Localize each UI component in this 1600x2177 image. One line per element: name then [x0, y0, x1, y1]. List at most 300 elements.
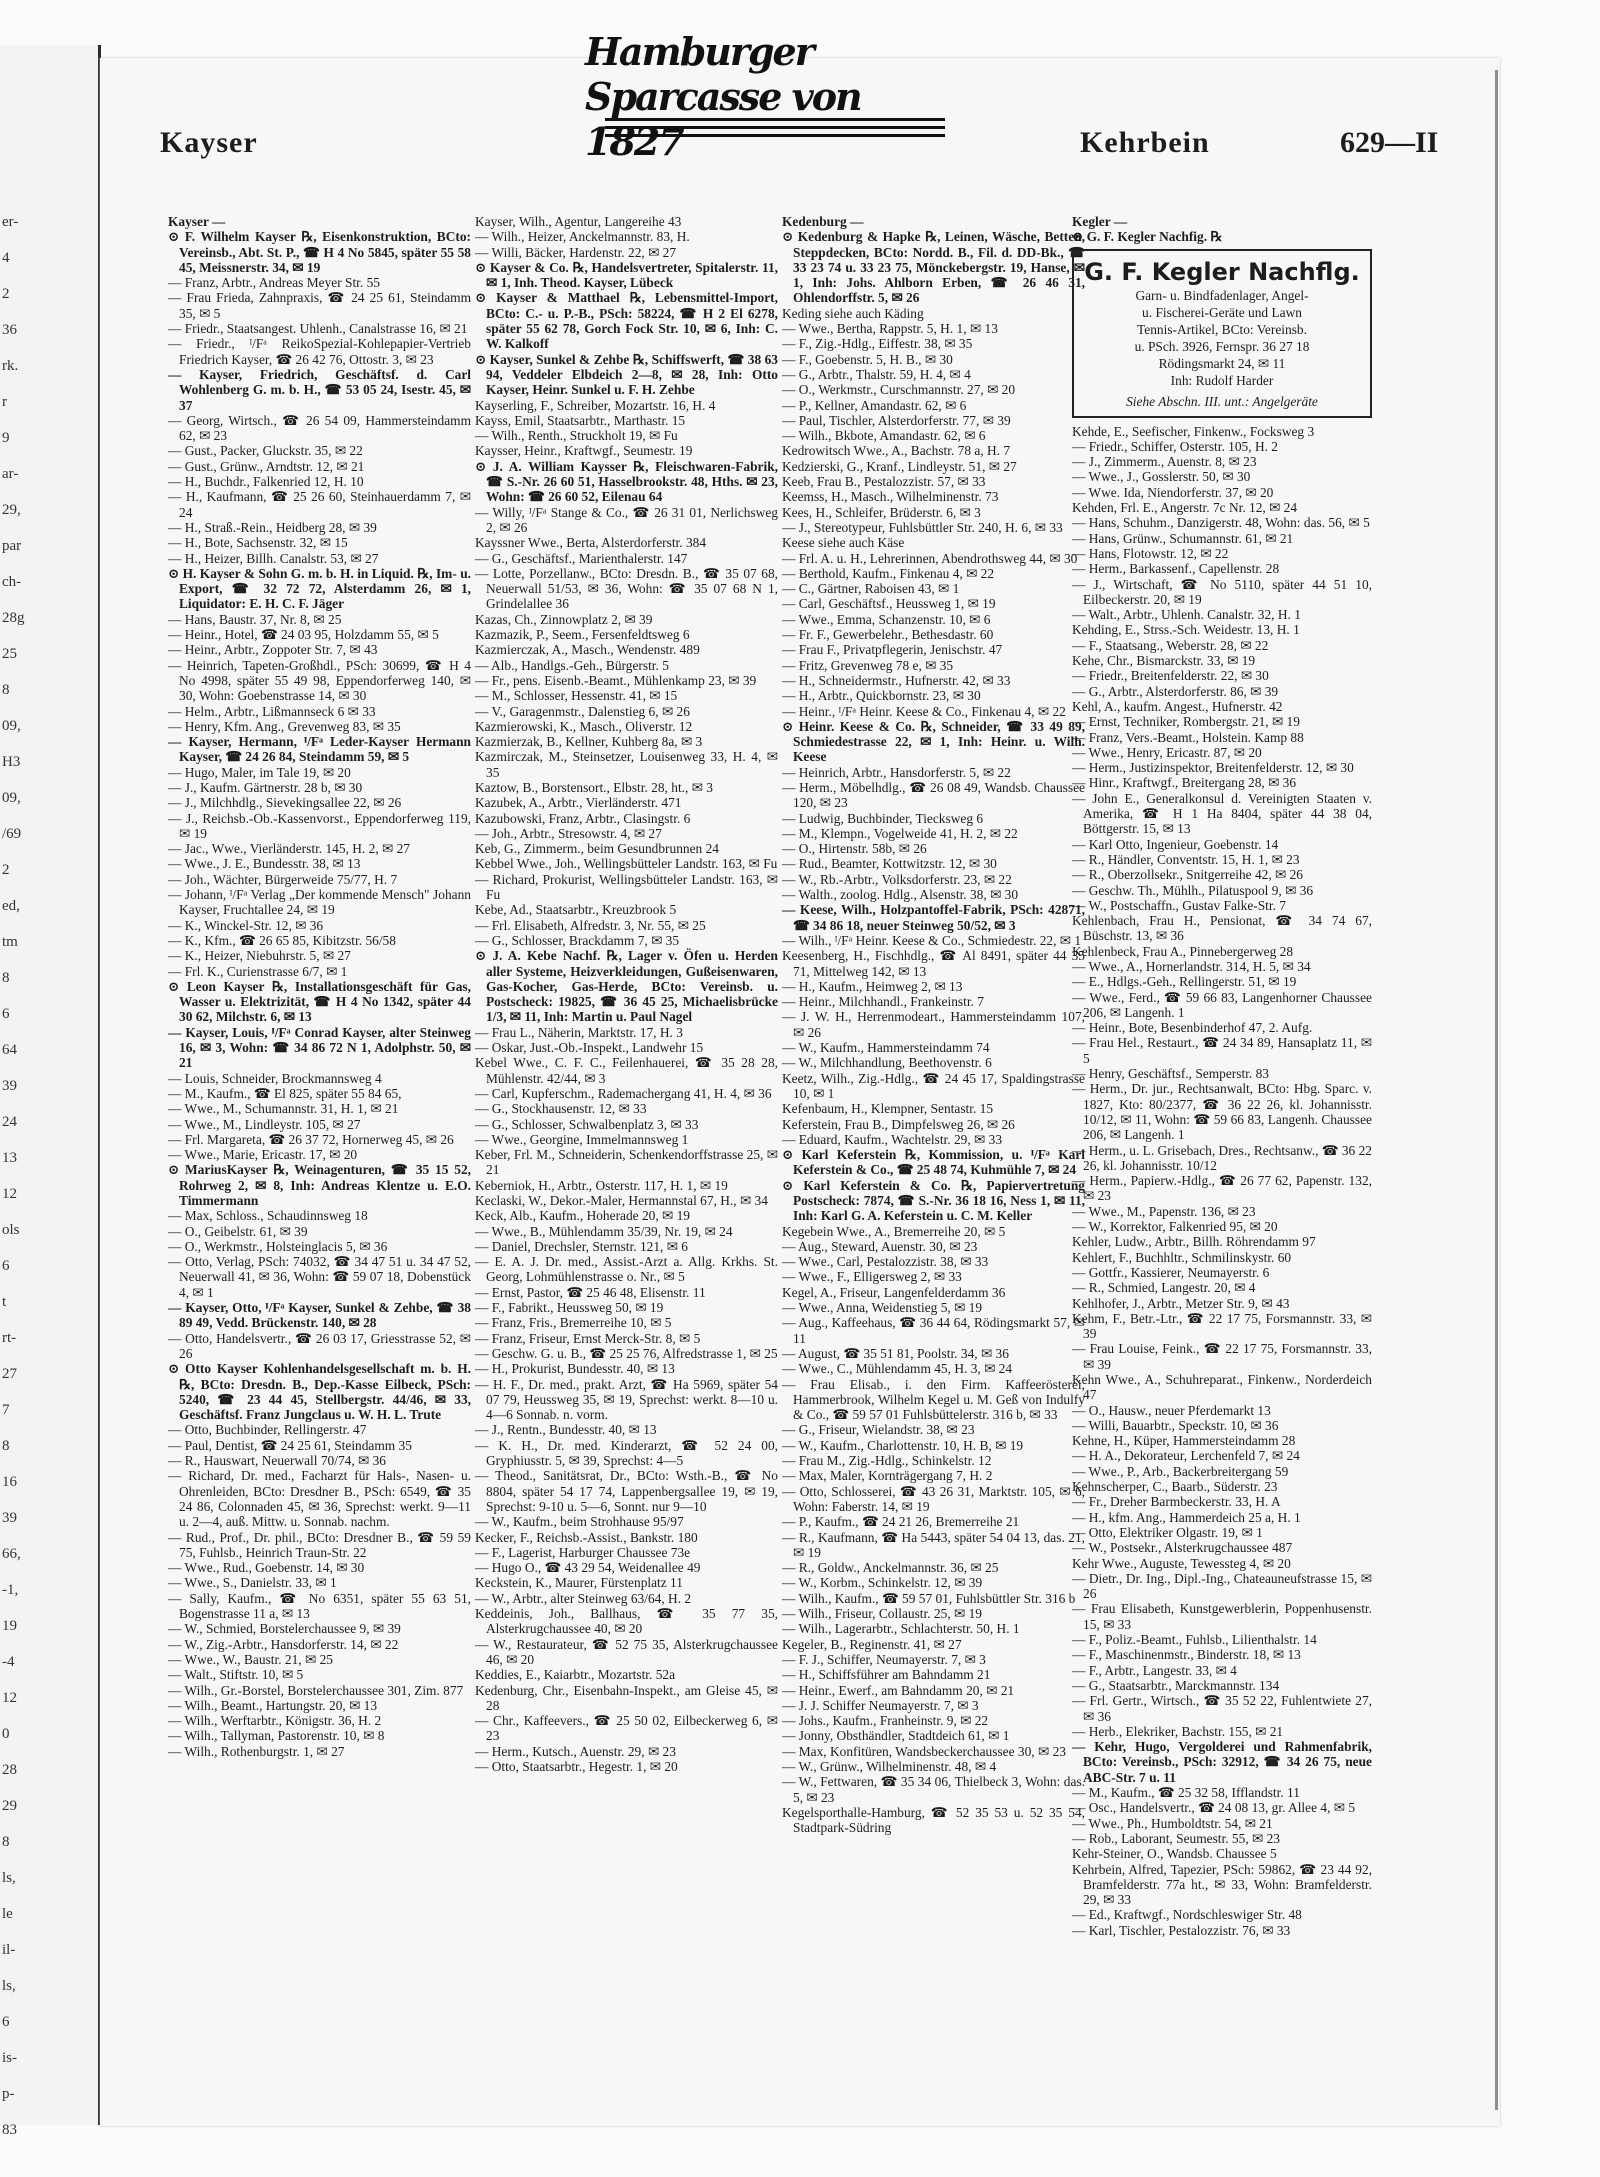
directory-entry: — Wilh., Tallyman, Pastorenstr. 10, ✉ 8	[168, 1728, 385, 1744]
directory-entry: — Frl. K., Curienstrasse 6/7, ✉ 1	[168, 963, 348, 979]
directory-entry: — Kayser, Friedrich, Geschäftsf. d. Carl Wohlenberg G. m. b. H., ☎ 53 05 24, Isestr. 45, ✉ 37	[168, 366, 471, 413]
directory-entry: — W., Rb.-Arbtr., Volksdorferstr. 23, ✉ 22	[782, 871, 1012, 887]
directory-entry: — Friedr., ᴵ/Fᵃ ReikoSpezial-Kohlepapier-Vertrieb Friedrich Kayser, ☎ 26 42 76, Ottostr. 3, ✉ 23	[168, 336, 471, 367]
prev-page-fragment: 12	[2, 1186, 17, 1202]
directory-entry: — K., Winckel-Str. 12, ✉ 36	[168, 917, 324, 933]
prev-page-fragment: p-	[2, 2086, 15, 2102]
directory-entry: — F., Zig.-Hdlg., Eiffestr. 38, ✉ 35	[782, 336, 973, 352]
directory-entry: — W., Schmied, Borstelerchaussee 9, ✉ 39	[168, 1621, 401, 1637]
directory-entry: Kegeler, B., Reginenstr. 41, ✉ 27	[782, 1636, 962, 1652]
directory-entry: — G., Stockhausenstr. 12, ✉ 33	[475, 1101, 647, 1117]
directory-entry: Kebbel Wwe., Joh., Wellingsbütteler Landstr. 163, ✉ Fu	[475, 856, 778, 872]
directory-entry: ⊙ J. A. Kebe Nachf. ℞, Lager v. Öfen u. Herden aller Systeme, Heizverkleidungen, Gußeisenwaren, Gas-Kocher, Gas-Herde, BCto: Vereinsb. u. Postscheck: 19825, ☎ 36 45 25, Michaelisbrücke 1/3, ✉ 11, Inh: Martin u. Paul Nagel	[475, 948, 778, 1025]
directory-entry: — J., Rentn., Bundesstr. 40, ✉ 13	[475, 1422, 657, 1438]
directory-entry: — G., Staatsarbtr., Marckmannstr. 134	[1072, 1677, 1280, 1693]
directory-entry: Keb, G., Zimmerm., beim Gesundbrunnen 24	[475, 841, 719, 857]
directory-entry: Keese siehe auch Käse	[782, 535, 905, 551]
directory-entry: — Ludwig, Buchbinder, Tiecksweg 6	[782, 810, 984, 826]
directory-entry: — Gottfr., Kassierer, Neumayerstr. 6	[1072, 1264, 1270, 1280]
directory-entry: — Frau Elisabeth, Kunstgewerblerin, Poppenhusenstr. 15, ✉ 33	[1072, 1601, 1372, 1632]
advertisement-line: Garn- u. Bindfadenlager, Angel-	[1135, 287, 1309, 303]
directory-entry: — J. W. H., Herrenmodeart., Hammersteindamm 107, ✉ 26	[782, 1009, 1085, 1040]
directory-entry: — Frl. Elisabeth, Alfredstr. 3, Nr. 55, ✉ 25	[475, 917, 706, 933]
directory-entry: — Rud., Beamter, Kottwitzstr. 12, ✉ 30	[782, 856, 997, 872]
directory-entry: — Hugo O., ☎ 43 29 54, Weidenallee 49	[475, 1560, 701, 1576]
directory-entry: — Geschw. Th., Mühlh., Pilatuspool 9, ✉ 36	[1072, 882, 1314, 898]
directory-entry: — Heinrich, Arbtr., Hansdorferstr. 5, ✉ 22	[782, 764, 1011, 780]
directory-entry: — H., Arbtr., Quickbornstr. 23, ✉ 30	[782, 688, 981, 704]
directory-entry: — Karl Otto, Ingenieur, Goebenstr. 14	[1072, 836, 1279, 852]
prev-page-fragment: 12	[2, 1690, 17, 1706]
directory-entry: Kayss, Emil, Staatsarbtr., Marthastr. 15	[475, 412, 686, 428]
directory-entry: — Ernst, Techniker, Rombergstr. 21, ✉ 19	[1072, 714, 1300, 730]
prev-page-fragment: 13	[2, 1150, 17, 1166]
directory-entry: — R., Oberzollsekr., Snitgerreihe 42, ✉ 26	[1072, 867, 1304, 883]
directory-entry: — Alb., Handlgs.-Geh., Bürgerstr. 5	[475, 657, 669, 673]
directory-entry: — Otto, Staatsarbtr., Hegestr. 1, ✉ 20	[475, 1758, 678, 1774]
directory-entry: — G., Arbtr., Thalstr. 59, H. 4, ✉ 4	[782, 366, 971, 382]
directory-entry: — Franz, Vers.-Beamt., Holstein. Kamp 88	[1072, 729, 1304, 745]
directory-entry: Kehr-Steiner, O., Wandsb. Chaussee 5	[1072, 1846, 1277, 1862]
prev-page-fragment: is-	[2, 2050, 17, 2066]
directory-entry: — Willi, Bauarbtr., Speckstr. 10, ✉ 36	[1072, 1417, 1279, 1433]
directory-entry: — M., Kaufm., ☎ El 825, später 55 84 65,	[168, 1085, 402, 1101]
directory-entry: Keddies, E., Kaiarbtr., Mozartstr. 52a	[475, 1667, 676, 1683]
directory-entry: — Frau M., Zig.-Hdlg., Schinkelstr. 12	[782, 1453, 992, 1469]
directory-entry: — Berthold, Kaufm., Finkenau 4, ✉ 22	[782, 565, 995, 581]
prev-page-fragment: 2	[2, 286, 10, 302]
directory-entry: — Dietr., Dr. Ing., Dipl.-Ing., Chateauneufstrasse 15, ✉ 26	[1072, 1570, 1372, 1602]
prev-page-fragment: 29,	[2, 502, 21, 518]
directory-entry: Kazmazik, P., Seem., Fersenfeldtsweg 6	[475, 627, 690, 643]
directory-entry: — Heinr., Bote, Besenbinderhof 47, 2. Aufg.	[1072, 1020, 1313, 1036]
directory-entry: — O., Geibelstr. 61, ✉ 39	[168, 1223, 308, 1239]
directory-entry: Kehne, H., Küper, Hammersteindamm 28	[1072, 1433, 1296, 1449]
directory-entry: — H., Prokurist, Bundesstr. 40, ✉ 13	[475, 1361, 675, 1377]
prev-page-fragment: 64	[2, 1042, 17, 1058]
directory-entry: ⊙ Otto Kayser Kohlenhandelsgesellschaft m. b. H. ℞, BCto: Dresdn. B., Dep.-Kasse Eilbeck, PSch: 5240, ☎ 23 44 45, Stellbergstr. 44/46, ✉ 33, Geschäftsf. Franz Jungclaus u. W. H. L. Trute	[168, 1361, 471, 1423]
directory-entry: — Otto, Elektriker Olgastr. 19, ✉ 1	[1072, 1524, 1263, 1540]
prev-page-fragment: 39	[2, 1510, 17, 1526]
prev-page-fragment: -4	[2, 1654, 15, 1670]
directory-entry: — Karl, Tischler, Pestalozzistr. 76, ✉ 33	[1072, 1922, 1291, 1938]
directory-entry: — Frau Elisab., i. den Firm. Kaffeerösterei, Hammerbrook, Wilhelm Kegel u. M. Geß von Indulfy & Co., ☎ 59 57 01 Fuhlsbüttelerstr. 316 b, ✉ 33	[782, 1376, 1085, 1423]
directory-entry: ⊙ H. Kayser & Sohn G. m. b. H. in Liquid. ℞, Im- u. Export, ☎ 32 72 72, Alsterdamm 26, ✉ 1, Liquidator: E. H. C. F. Jäger	[168, 565, 471, 612]
directory-entry: — Wwe., B., Mühlendamm 35/39, Nr. 19, ✉ 24	[475, 1223, 733, 1239]
directory-entry: — Kayser, Otto, ᴵ/Fᵃ Kayser, Sunkel & Zehbe, ☎ 38 89 49, Vedd. Brückenstr. 140, ✉ 28	[168, 1300, 471, 1331]
prev-page-fragment: 0	[2, 1726, 10, 1742]
page-edge-rule	[1495, 70, 1498, 2110]
directory-entry: — Friedr., Breitenfelderstr. 22, ✉ 30	[1072, 668, 1269, 684]
prev-page-fragment: par	[2, 538, 22, 554]
directory-entry: — J. J. Schiffer Neumayerstr. 7, ✉ 3	[782, 1697, 979, 1713]
directory-entry: — Wwe., M., Papenstr. 136, ✉ 23	[1072, 1203, 1256, 1219]
directory-entry: — Fr., pens. Eisenb.-Beamt., Mühlenkamp 23, ✉ 39	[475, 672, 757, 688]
directory-entry: — Rud., Prof., Dr. phil., BCto: Dresdner B., ☎ 59 59 75, Fuhlsb., Heinrich Traun-Str. 22	[168, 1529, 471, 1560]
prev-page-fragment: /69	[2, 826, 22, 842]
directory-entry: — K. H., Dr. med. Kinderarzt, ☎ 52 24 00, Gryphiusstr. 5, ✉ 39, Sprechst: 4—5	[475, 1437, 778, 1469]
directory-entry: — Osc., Handelsvertr., ☎ 24 08 13, gr. Allee 4, ✉ 5	[1072, 1800, 1356, 1816]
directory-entry: — F., Arbtr., Langestr. 33, ✉ 4	[1072, 1662, 1237, 1678]
directory-entry: — Wwe., M., Lindleystr. 105, ✉ 27	[168, 1116, 361, 1132]
directory-entry: — Wwe., J. E., Bundesstr. 38, ✉ 13	[168, 856, 361, 872]
prev-page-fragment: 28g	[2, 610, 25, 626]
advertisement-line: Tennis-Artikel, BCto: Vereinsb.	[1137, 321, 1307, 337]
directory-entry: — Lotte, Porzellanw., BCto: Dresdn. B., ☎ 35 07 68, Neuerwall 51/53, ✉ 36, Wohn: ☎ 35 07 68 N 1, Grindelallee 36	[475, 565, 778, 612]
directory-entry: — Helm., Arbtr., Lißmannseck 6 ✉ 33	[168, 703, 376, 719]
prev-page-fragment: 16	[2, 1474, 17, 1490]
directory-entry: — W., Postsekr., Alsterkrugchaussee 487	[1072, 1540, 1293, 1556]
directory-entry: — G., Friseur, Wielandstr. 38, ✉ 23	[782, 1422, 975, 1438]
directory-entry: Kedzierski, G., Kranf., Lindleystr. 51, ✉ 27	[782, 458, 1017, 474]
directory-entry: — Herm., Dr. jur., Rechtsanwalt, BCto: Hbg. Sparc. v. 1827, Kto: 80/2377, ☎ 36 22 26, kl. Johannisstr. 10/12, ✉ 11, Wohn: ☎ 59 66 83, Langenh. Chaussee 206, ✉ Langenh. 1	[1072, 1081, 1372, 1143]
prev-page-fragment: 6	[2, 1006, 10, 1022]
directory-entry: — Paul, Dentist, ☎ 24 25 61, Steindamm 35	[168, 1437, 412, 1453]
directory-entry: — K., Heizer, Niebuhrstr. 5, ✉ 27	[168, 948, 351, 964]
directory-entry: — Geschw. G. u. B., ☎ 25 25 76, Alfredstrasse 1, ✉ 25	[475, 1345, 778, 1361]
directory-entry: — Otto, Buchbinder, Rellingerstr. 47	[168, 1422, 367, 1438]
directory-entry: Keclaski, W., Dekor.-Maler, Hermannstal 67, H., ✉ 34	[475, 1193, 768, 1208]
directory-entry: Kazas, Ch., Zinnowplatz 2, ✉ 39	[475, 611, 653, 627]
prev-page-fragment: 09,	[2, 718, 21, 734]
advertisement-line: u. PSch. 3926, Fernspr. 36 27 18	[1134, 338, 1310, 354]
directory-entry: — Jonny, Obsthändler, Stadtdeich 61, ✉ 1	[782, 1728, 1010, 1744]
directory-entry: — Gust., Grünw., Arndtstr. 12, ✉ 21	[168, 458, 365, 474]
directory-entry: Kehden, Frl. E., Angerstr. 7c Nr. 12, ✉ 24	[1072, 500, 1298, 516]
directory-entry: — H. F., Dr. med., prakt. Arzt, ☎ Ha 5969, später 54 07 79, Heussweg 35, ✉ 19, Sprechst: werkt. 8—10 u. 4—6 Sonnab. n. vorm.	[475, 1376, 778, 1423]
directory-entry: — Wilh., Kaufm., ☎ 59 57 01, Fuhlsbüttler Str. 316 b	[782, 1590, 1076, 1606]
directory-entry: — Oskar, Just.-Ob.-Inspekt., Landwehr 15	[475, 1040, 704, 1056]
directory-entry: — F., Poliz.-Beamt., Fuhlsb., Lilienthalstr. 14	[1072, 1632, 1317, 1648]
directory-entry: — Hans, Schuhm., Danzigerstr. 48, Wohn: das. 56, ✉ 5	[1072, 515, 1370, 531]
directory-entry: — Wilh., Renth., Struckholt 19, ✉ Fu	[475, 428, 678, 444]
directory-entry: — Heinr., Milchhandl., Frankeinstr. 7	[782, 994, 984, 1010]
advertisement-line: Inh: Rudolf Harder	[1170, 372, 1274, 388]
directory-entry: — Chr., Kaffeevers., ☎ 25 50 02, Eilbeckerweg 6, ✉ 23	[475, 1713, 778, 1744]
directory-entry: — Wwe., F., Elligersweg 2, ✉ 33	[782, 1269, 962, 1285]
prev-page-fragment: le	[2, 1906, 13, 1922]
directory-entry: Kebe, Ad., Staatsarbtr., Kreuzbrook 5	[475, 902, 677, 918]
directory-entry: ⊙ MariusKayser ℞, Weinagenturen, ☎ 35 15 52, Rohrweg 2, ✉ 8, Inh: Andreas Klentze u. E.O. Timmermann	[168, 1162, 471, 1208]
directory-entry: — Walt., Stiftstr. 10, ✉ 5	[168, 1667, 304, 1683]
directory-entry: — Frau L., Näherin, Marktstr. 17, H. 3	[475, 1024, 683, 1040]
advertisement-title: G. F. Kegler Nachflg.	[1084, 257, 1360, 286]
directory-entry: — G., Geschäftsf., Marienthalerstr. 147	[475, 550, 688, 566]
prev-page-fragment: ls,	[2, 1870, 16, 1886]
directory-entry: Kehlenbach, Frau H., Pensionat, ☎ 34 74 67, Büschstr. 13, ✉ 36	[1072, 913, 1372, 944]
directory-entry: Keeb, Frau B., Pestalozzistr. 57, ✉ 33	[782, 474, 986, 490]
directory-entry: — H., Kaufm., Heimweg 2, ✉ 13	[782, 978, 963, 994]
directory-entry: Keck, Alb., Kaufm., Hoherade 20, ✉ 19	[475, 1208, 691, 1224]
directory-entry: — Henry, Kfm. Ang., Grevenweg 83, ✉ 35	[168, 718, 401, 734]
prev-page-fragment: rt-	[2, 1330, 17, 1346]
prev-page-fragment: 36	[2, 322, 17, 338]
directory-entry: — F. J., Schiffer, Neumayerstr. 7, ✉ 3	[782, 1651, 986, 1667]
directory-entry: — Johann, ᴵ/Fᵃ Verlag „Der kommende Mensch" Johann Kayser, Fruchtallee 24, ✉ 19	[168, 887, 471, 918]
directory-entry: — W., Zig.-Arbtr., Hansdorferstr. 14, ✉ 22	[168, 1636, 399, 1652]
directory-entry: — Joh., Arbtr., Stresowstr. 4, ✉ 27	[475, 825, 662, 841]
prev-page-fragment: 25	[2, 646, 17, 662]
directory-entry: Kayserling, F., Schreiber, Mozartstr. 16, H. 4	[475, 397, 716, 413]
directory-entry: — F., Goebenstr. 5, H. B., ✉ 30	[782, 351, 953, 367]
directory-entry: Kazmierczak, A., Masch., Wendenstr. 489	[475, 642, 700, 658]
directory-entry: — Max, Maler, Kornträgergang 7, H. 2	[782, 1468, 993, 1484]
directory-entry: — Heinrich, Tapeten-Großhdl., PSch: 30699, ☎ H 4 No 4998, später 55 49 98, Eppendorferweg 140, ✉ 30, Wohn: Goebenstrasse 14, ✉ 30	[168, 657, 471, 704]
directory-entry: — W., Kaufm., Hammersteindamm 74	[782, 1040, 990, 1056]
directory-entry: — Friedr., Schiffer, Osterstr. 105, H. 2	[1072, 438, 1279, 454]
column-continuation-title: Kegler —	[1072, 214, 1128, 229]
directory-entry: — Hans, Grünw., Schumannstr. 61, ✉ 21	[1072, 530, 1294, 546]
directory-entry: — Heinr., Ewerf., am Bahndamm 20, ✉ 21	[782, 1682, 1015, 1698]
directory-entry: — August, ☎ 35 51 81, Poolstr. 34, ✉ 36	[782, 1345, 1009, 1361]
prev-page-fragment: 4	[2, 250, 10, 266]
directory-entry: — Gust., Packer, Gluckstr. 35, ✉ 22	[168, 443, 363, 459]
advertisement-line: u. Fischerei-Geräte und Lawn	[1142, 304, 1302, 320]
directory-entry: — O., Hirtenstr. 58b, ✉ 26	[782, 841, 927, 857]
directory-entry: — O., Werkmstr., Holsteinglacis 5, ✉ 36	[168, 1238, 388, 1254]
directory-entry: — Louis, Schneider, Brockmannsweg 4	[168, 1070, 382, 1086]
prev-page-fragment: 8	[2, 682, 10, 698]
prev-page-fragment: 8	[2, 1438, 10, 1454]
directory-entry: Kaysser, Heinr., Kraftwgf., Seumestr. 19	[475, 443, 693, 459]
directory-entry: — J., Stereotypeur, Fuhlsbüttler Str. 240, H. 6, ✉ 33	[782, 519, 1063, 535]
directory-entry: — Max, Konfitüren, Wandsbeckerchaussee 30, ✉ 23	[782, 1743, 1066, 1759]
directory-entry: ⊙ Kayser & Co. ℞, Handelsvertreter, Spitalerstr. 11, ✉ 1, Inh. Theod. Kayser, Lübeck	[475, 259, 778, 291]
advertisement-line: Rödingsmarkt 24, ✉ 11	[1158, 355, 1286, 371]
directory-entry: ⊙ Kedenburg & Hapke ℞, Leinen, Wäsche, Betten, Steppdecken, BCto: Nordd. B., Fil. d. DD-Bk., ☎ 33 23 74 u. 33 23 75, Mönckebergstr. 19, Hanse, ✉ 1, Inh: Johs. Ahlborn Erben, ☎ 26 46 31, Ohlendorffstr. 5, ✉ 26	[782, 229, 1085, 306]
directory-entry: — Otto, Schlosserei, ☎ 43 26 31, Marktstr. 105, ✉ 6, Wohn: Faberstr. 14, ✉ 19	[782, 1483, 1085, 1514]
directory-entry: — Wwe., M., Schumannstr. 31, H. 1, ✉ 21	[168, 1101, 399, 1117]
directory-entry: — Frl. A. u. H., Lehrerinnen, Abendrothsweg 44, ✉ 30	[782, 550, 1078, 566]
directory-entry: — H. A., Dekorateur, Lerchenfeld 7, ✉ 24	[1072, 1448, 1300, 1464]
directory-entry: — Henry, Geschäftsf., Semperstr. 83	[1072, 1066, 1269, 1082]
directory-entry: — Kehr, Hugo, Vergolderei und Rahmenfabrik, BCto: Vereinsb., PSch: 32912, ☎ 34 26 75, neue ABC-Str. 7 u. 11	[1072, 1739, 1372, 1785]
directory-entry: — W., Fettwaren, ☎ 35 34 06, Thielbeck 3, Wohn: das. 5, ✉ 23	[782, 1774, 1085, 1805]
directory-entry: Kayser, Wilh., Agentur, Langereihe 43	[475, 214, 682, 229]
directory-entry: — Walth., zoolog. Hdlg., Alsenstr. 38, ✉ 30	[782, 887, 1019, 903]
directory-entry: ⊙ Heinr. Keese & Co. ℞, Schneider, ☎ 33 49 89, Schmiedestrasse 22, ✉ 1, Inh: Heinr. u. Wilh. Keese	[782, 718, 1085, 765]
directory-entry: — O., Hausw., neuer Pferdemarkt 13	[1072, 1402, 1271, 1418]
directory-entry: — M., Schlosser, Hessenstr. 41, ✉ 15	[475, 688, 678, 704]
directory-entry: — Otto, Verlag, PSch: 74032, ☎ 34 47 51 u. 34 47 52, Neuerwall 41, ✉ 36, Wohn: ☎ 59 07 18, Dobenstück 4, ✉ 1	[168, 1254, 471, 1300]
directory-entry: — R., Kaufmann, ☎ Ha 5443, später 54 04 13, das. 21, ✉ 19	[782, 1529, 1085, 1560]
directory-entry: — Wilh., ᴵ/Fᵃ Heinr. Keese & Co., Schmiedestr. 22, ✉ 1	[782, 932, 1082, 948]
directory-entry: Keding siehe auch Käding	[782, 305, 924, 321]
directory-entry: ⊙ G. F. Kegler Nachfig. ℞	[1072, 229, 1223, 245]
directory-entry: — Aug., Kaffeehaus, ☎ 36 44 64, Rödingsmarkt 57, ✉ 11	[782, 1315, 1085, 1346]
directory-entry: Keckstein, K., Maurer, Fürstenplatz 11	[475, 1575, 683, 1591]
directory-entry: — Frau Frieda, Zahnpraxis, ☎ 24 25 61, Steindamm 35, ✉ 5	[168, 290, 471, 321]
prev-page-fragment: 8	[2, 970, 10, 986]
directory-entry: Keetz, Wilh., Zig.-Hdlg., ☎ 24 45 17, Spaldingstrasse 10, ✉ 1	[782, 1070, 1085, 1101]
directory-entry: — H., Kaufmann, ☎ 25 26 60, Steinhauerdamm 7, ✉ 24	[168, 489, 471, 520]
directory-entry: — H., Bote, Sachsenstr. 32, ✉ 15	[168, 535, 348, 551]
directory-entry: — W., Postschaffn., Gustav Falke-Str. 7	[1072, 897, 1286, 913]
directory-entry: — H., Schneidermstr., Hufnerstr. 42, ✉ 33	[782, 672, 1011, 688]
directory-entry: — Eduard, Kaufm., Wachtelstr. 29, ✉ 33	[782, 1131, 1003, 1147]
directory-entry: — John E., Generalkonsul d. Vereinigten Staaten v. Amerika, ☎ H 1 Ha 8404, später 44 38 04, Böttgerstr. 15, ✉ 13	[1072, 790, 1372, 837]
directory-entry: Kecker, F., Reichsb.-Assist., Bankstr. 180	[475, 1529, 698, 1545]
directory-entry: ⊙ J. A. William Kaysser ℞, Fleischwaren-Fabrik, ☎ S.-Nr. 26 60 51, Hasselbrookstr. 48, Hths. ✉ 23, Wohn: ☎ 26 60 52, Eilenau 64	[475, 458, 778, 505]
directory-entry: ⊙ Karl Keferstein & Co. ℞, Papiervertretung Postscheck: 7874, ☎ S.-Nr. 36 18 16, Ness 1, ✉ 11, Inh: Karl G. A. Keferstein u. C. M. Keller	[782, 1177, 1085, 1224]
prev-page-fragment: -1,	[2, 1582, 19, 1598]
directory-entry: Kehlert, F., Buchhltr., Schmilinskystr. 60	[1072, 1249, 1292, 1265]
directory-entry: — O., Werkmstr., Curschmannstr. 27, ✉ 20	[782, 382, 1016, 398]
directory-entry: Kegebein Wwe., A., Bremerreihe 20, ✉ 5	[782, 1223, 1006, 1239]
directory-entry: — F., Staatsang., Weberstr. 28, ✉ 22	[1072, 637, 1269, 653]
prev-page-fragment: 28	[2, 1762, 17, 1778]
directory-entry: — Wwe., Ph., Humboldtstr. 54, ✉ 21	[1072, 1815, 1273, 1831]
prev-page-fragment: ols	[2, 1222, 20, 1238]
directory-entry: — Heinr., Hotel, ☎ 24 03 95, Holzdamm 55, ✉ 5	[168, 627, 439, 643]
directory-entry: — Wilh., Heizer, Anckelmannstr. 83, H.	[475, 229, 690, 245]
prev-page-fragment: 27	[2, 1366, 17, 1382]
directory-entry: Kehlenbeck, Frau A., Pinnebergerweg 28	[1072, 943, 1294, 959]
directory-entry: — W., Korrektor, Falkenried 95, ✉ 20	[1072, 1219, 1278, 1235]
directory-entry: Keber, Frl. M., Schneiderin, Schenkendorffstrasse 25, ✉ 21	[475, 1147, 778, 1178]
directory-entry: — Herm., Möbelhdlg., ☎ 26 08 49, Wandsb. Chaussee 120, ✉ 23	[782, 779, 1085, 811]
prev-page-fragment: ls,	[2, 1978, 16, 1994]
directory-entry: Kehn Wwe., A., Schuhreparat., Finkenw., Norderdeich 47	[1072, 1372, 1372, 1403]
directory-entry: — Wilh., Beamt., Hartungstr. 20, ✉ 13	[168, 1697, 378, 1713]
directory-entry: — F., Fabrikt., Heussweg 50, ✉ 19	[475, 1300, 664, 1316]
directory-entry: — M., Klempn., Vogelweide 41, H. 2, ✉ 22	[782, 825, 1018, 841]
directory-entry: — Hans, Flotowstr. 12, ✉ 22	[1072, 545, 1229, 561]
advertisement-note: Siehe Abschn. III. unt.: Angelgeräte	[1126, 393, 1318, 409]
prev-page-fragment: 24	[2, 1114, 17, 1130]
prev-page-fragment: 83	[2, 2122, 17, 2138]
directory-entry: Kegelsporthalle-Hamburg, ☎ 52 35 53 u. 52 35 54, Stadtpark-Südring	[782, 1804, 1085, 1836]
directory-entry: Kehm, F., Betr.-Ltr., ☎ 22 17 75, Forsmannstr. 33, ✉ 39	[1072, 1310, 1372, 1342]
prev-page-fragment: 29	[2, 1798, 17, 1814]
directory-entry: — Wilh., Bkbote, Amandastr. 62, ✉ 6	[782, 428, 986, 444]
column-2	[475, 214, 778, 2084]
directory-entry: Kedrowitsch Wwe., A., Bachstr. 78 a, H. 7	[782, 443, 1011, 459]
directory-entry: ⊙ Karl Keferstein ℞, Kommission, u. ᴵ/Fᵃ Karl Keferstein & Co., ☎ 25 48 74, Kuhmühle 7, ✉ 24	[782, 1147, 1085, 1178]
directory-entry: — Frl. Gertr., Wirtsch., ☎ 35 52 22, Fuhlentwiete 27, ✉ 36	[1072, 1693, 1372, 1724]
directory-entry: — Richard, Prokurist, Wellingsbütteler Landstr. 163, ✉ Fu	[475, 871, 778, 903]
directory-entry: — Johs., Kaufm., Franheinstr. 9, ✉ 22	[782, 1713, 989, 1729]
directory-entry: — Rob., Laborant, Seumestr. 55, ✉ 23	[1072, 1830, 1280, 1846]
prev-page-fragment: 39	[2, 1078, 17, 1094]
header-last-entry: Kehrbein	[1080, 126, 1210, 159]
directory-entry: — Hans, Baustr. 37, Nr. 8, ✉ 25	[168, 611, 342, 627]
directory-entry: Kayssner Wwe., Berta, Alsterdorferstr. 384	[475, 535, 707, 551]
directory-entry: Kebel Wwe., C. F. C., Feilenhauerei, ☎ 35 28 28, Mühlenstr. 42/44, ✉ 3	[475, 1055, 778, 1086]
directory-entry: Kees, H., Schleifer, Brüderstr. 6, ✉ 3	[782, 504, 981, 520]
directory-entry: Kedenburg, Chr., Eisenbahn-Inspekt., am Gleise 45, ✉ 28	[475, 1682, 778, 1713]
column-3	[782, 214, 1085, 2084]
directory-entry: Keberniok, H., Arbtr., Osterstr. 117, H. 1, ✉ 19	[475, 1177, 728, 1193]
directory-entry: — F., Maschinenmstr., Binderstr. 18, ✉ 13	[1072, 1647, 1301, 1663]
directory-entry: — R., Schmied, Langestr. 20, ✉ 4	[1072, 1280, 1256, 1296]
directory-entry: — J., Zimmerm., Auenstr. 8, ✉ 23	[1072, 454, 1257, 470]
prev-page-fragment: 19	[2, 1618, 17, 1634]
directory-entry: — Wwe. Ida, Niendorferstr. 37, ✉ 20	[1072, 484, 1274, 500]
directory-entry: — Joh., Wächter, Bürgerweide 75/77, H. 7	[168, 871, 398, 887]
directory-entry: — F., Lagerist, Harburger Chaussee 73e	[475, 1544, 691, 1560]
directory-entry: — H., Heizer, Billh. Canalstr. 53, ✉ 27	[168, 550, 379, 566]
directory-entry: — Wwe., P., Arb., Backerbreitergang 59	[1072, 1463, 1289, 1479]
directory-entry: — Richard, Dr. med., Facharzt für Hals-, Nasen- u. Ohrenleiden, BCto: Dresdner B., PSch: 6549, ☎ 35 24 86, Colonnaden 45, ✉ 36, Sprechst: werkt. 9—11 u. 2—4, auß. Mittw. u. Sonnab. nachm.	[168, 1468, 471, 1530]
directory-entry: — E., Hdlgs.-Geh., Rellingerstr. 51, ✉ 19	[1072, 974, 1297, 990]
directory-entry: — Wwe., J., Gosslerstr. 50, ✉ 30	[1072, 469, 1251, 485]
directory-entry: ⊙ F. Wilhelm Kayser ℞, Eisenkonstruktion, BCto: Vereinsb., Abt. St. P., ☎ H 4 No 5845, später 55 58 45, Meissnerstr. 34, ✉ 19	[168, 229, 471, 275]
directory-entry: — Franz, Friseur, Ernst Merck-Str. 8, ✉ 5	[475, 1330, 701, 1346]
directory-entry: — Frau Louise, Feink., ☎ 22 17 75, Forsmannstr. 33, ✉ 39	[1072, 1341, 1372, 1372]
directory-entry: — J., Kaufm. Gärtnerstr. 28 b, ✉ 30	[168, 779, 363, 795]
directory-entry: — R., Hauswart, Neuerwall 70/74, ✉ 36	[168, 1453, 386, 1469]
sparcasse-logo	[585, 29, 965, 168]
directory-entry: — Wwe., Bertha, Rappstr. 5, H. 1, ✉ 13	[782, 321, 998, 337]
directory-entry: — Hinr., Kraftwgf., Breitergang 28, ✉ 36	[1072, 775, 1297, 791]
column-1	[168, 214, 471, 2084]
prev-page-fragment: 9	[2, 430, 10, 446]
directory-entry: — C., Gärtner, Raboisen 43, ✉ 1	[782, 581, 960, 597]
directory-entry: — V., Garagenmstr., Dalenstieg 6, ✉ 26	[475, 703, 690, 719]
directory-entry: Kehde, E., Seefischer, Finkenw., Focksweg 3	[1072, 423, 1315, 439]
prev-page-fragment: ed,	[2, 898, 20, 914]
directory-entry: — Herm., Justizinspektor, Breitenfelderstr. 12, ✉ 30	[1072, 760, 1354, 776]
prev-page-fragment: tm	[2, 934, 18, 950]
directory-entry: — Georg, Wirtsch., ☎ 26 54 09, Hammersteindamm 62, ✉ 23	[168, 412, 471, 444]
prev-page-fragment: 2	[2, 862, 10, 878]
prev-page-fragment: ch-	[2, 574, 22, 590]
directory-entry: — Franz, Fris., Bremerreihe 10, ✉ 5	[475, 1315, 672, 1331]
directory-entry: Kehding, E., Strss.-Sch. Weidestr. 13, H. 1	[1072, 622, 1300, 638]
directory-entry: — M., Kaufm., ☎ 25 32 58, Ifflandstr. 11	[1072, 1785, 1300, 1801]
directory-entry: — J., Milchhdlg., Sievekingsallee 22, ✉ 26	[168, 795, 402, 811]
directory-entry: — Herm., Barkassenf., Capellenstr. 28	[1072, 561, 1280, 577]
directory-entry: — Keese, Wilh., Holzpantoffel-Fabrik, PSch: 42871, ☎ 34 86 18, neuer Steinweg 50/52, ✉ 3	[782, 902, 1085, 933]
directory-entry: — Wwe., Carl, Pestalozzistr. 38, ✉ 33	[782, 1254, 989, 1270]
previous-page-edge	[0, 45, 101, 2138]
directory-entry: — K., Kfm., ☎ 26 65 85, Kibitzstr. 56/58	[168, 932, 396, 948]
directory-entry: — Ed., Kraftwgf., Nordschleswiger Str. 48	[1072, 1907, 1302, 1923]
directory-entry: — Fritz, Grevenweg 78 e, ✉ 35	[782, 657, 954, 673]
directory-entry: Kaztow, B., Borstensort., Elbstr. 28, ht., ✉ 3	[475, 779, 713, 795]
directory-entry: — G., Arbtr., Alsterdorferstr. 86, ✉ 39	[1072, 683, 1279, 699]
directory-entry: Kehlhofer, J., Arbtr., Metzer Str. 9, ✉ 43	[1072, 1295, 1290, 1311]
directory-entry: — Otto, Handelsvertr., ☎ 26 03 17, Griesstrasse 52, ✉ 26	[168, 1330, 471, 1361]
directory-entry: Keferstein, Frau B., Dimpfelsweg 26, ✉ 26	[782, 1116, 1015, 1132]
directory-entry: — Jac., Wwe., Vierländerstr. 145, H. 2, ✉ 27	[168, 841, 410, 857]
prev-page-fragment: rk.	[2, 358, 19, 374]
directory-entry: — J., Reichsb.-Ob.-Kassenvorst., Eppendorferweg 119, ✉ 19	[168, 810, 471, 841]
prev-page-fragment: 7	[2, 1402, 10, 1418]
directory-entry: ⊙ Kayser, Sunkel & Zehbe ℞, Schiffswerft, ☎ 38 63 94, Veddeler Elbdeich 2—8, ✉ 28, Inh: Otto Kayser, Heinr. Sunkel u. F. H. Zehbe	[475, 351, 778, 398]
directory-entry: — R., Goldw., Anckelmannstr. 36, ✉ 25	[782, 1560, 999, 1576]
directory-entry: — Kayser, Hermann, ᴵ/Fᵃ Leder-Kayser Hermann Kayser, ☎ 24 26 84, Steindamm 59, ✉ 5	[168, 734, 471, 765]
directory-entry: — Wwe., Henry, Ericastr. 87, ✉ 20	[1072, 744, 1262, 760]
directory-entry: Kazmierowski, K., Masch., Oliverstr. 12	[475, 718, 693, 734]
directory-entry: — Frau Hel., Restaurt., ☎ 24 34 89, Hansaplatz 11, ✉ 5	[1072, 1035, 1372, 1066]
directory-entry: — Ernst, Pastor, ☎ 25 46 48, Elisenstr. 11	[475, 1284, 706, 1300]
directory-entry: — P., Kaufm., ☎ 24 21 26, Bremerreihe 21	[782, 1514, 1020, 1530]
directory-entry: — Carl, Kupferschm., Rademachergang 41, H. 4, ✉ 36	[475, 1085, 772, 1101]
prev-page-fragment: 8	[2, 1834, 10, 1850]
directory-entry: — W., Korbm., Schinkelstr. 12, ✉ 39	[782, 1575, 983, 1591]
directory-entry: — E. A. J. Dr. med., Assist.-Arzt a. Allg. Krkhs. St. Georg, Lohmühlenstrasse o. Nr., ✉ 5	[475, 1254, 778, 1285]
column-4	[1072, 214, 1372, 2084]
directory-entry: — Max, Schloss., Schaudinnsweg 18	[168, 1208, 368, 1224]
header-first-entry: Kayser	[160, 126, 258, 159]
directory-entry: — W., Milchhandlung, Beethovenstr. 6	[782, 1055, 992, 1071]
column-continuation-title: Kedenburg —	[782, 214, 864, 229]
directory-entry: — Hugo, Maler, im Tale 19, ✉ 20	[168, 764, 351, 780]
directory-entry: — P., Kellner, Amandastr. 62, ✉ 6	[782, 397, 967, 413]
directory-entry: — R., Händler, Conventstr. 15, H. 1, ✉ 23	[1072, 851, 1300, 867]
